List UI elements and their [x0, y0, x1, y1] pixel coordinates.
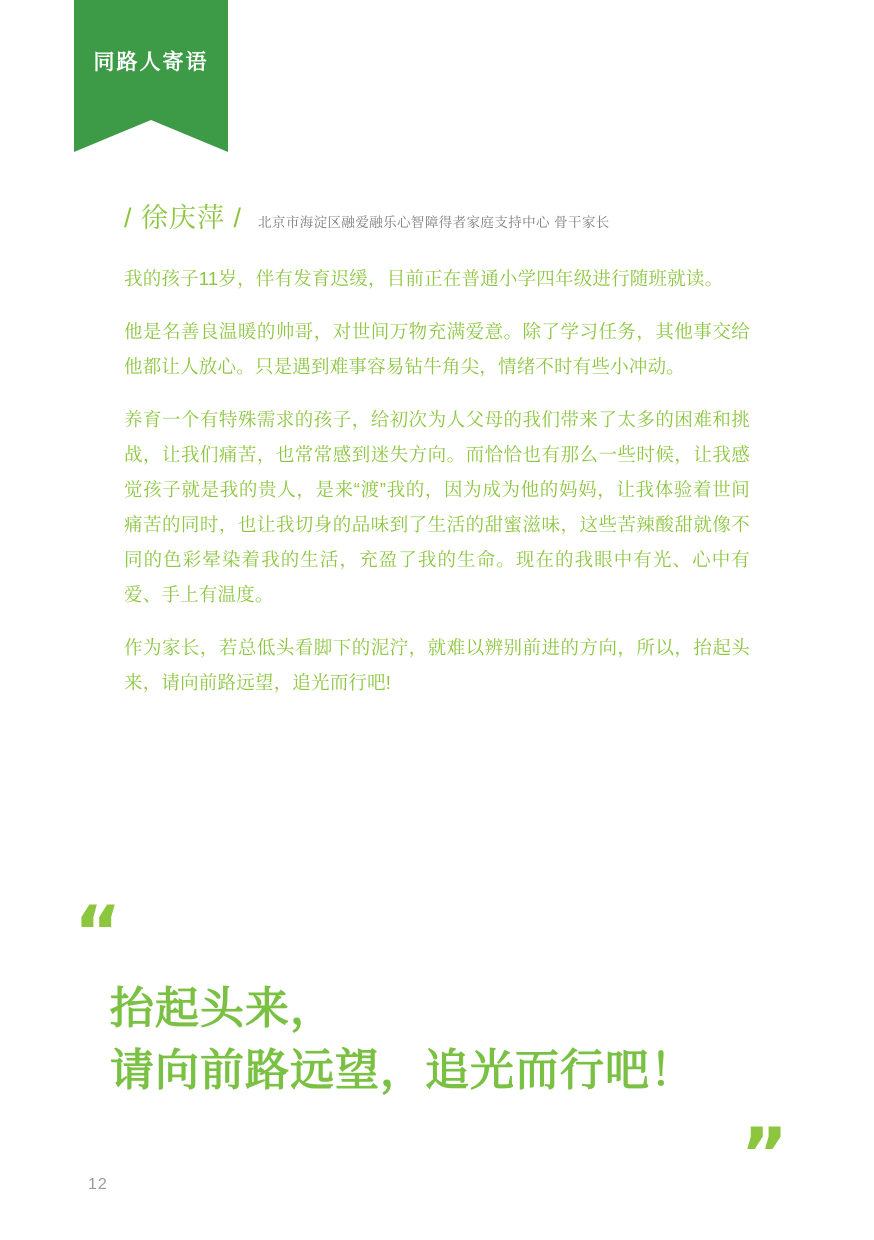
paragraph: 养育一个有特殊需求的孩子，给初次为人父母的我们带来了太多的困难和挑战，让我们痛苦，也常常感到迷失方向。而恰恰也有那么一些时候，让我感觉孩子就是我的贵人，是来“渡”我的，因为成为他的妈妈，让我体验着世间痛苦的同时，也让我切身的品味到了生活的甜蜜滋味，这些苦辣酸甜就像不同的色彩晕染着我的生活，充盈了我的生命。现在的我眼中有光、心中有爱、手上有温度。	[124, 409, 750, 605]
byline	[124, 196, 750, 235]
quote-lines	[110, 980, 800, 1100]
article-content	[124, 196, 750, 718]
page-number: 12	[88, 1176, 108, 1193]
quote-open-mark: “	[74, 890, 122, 974]
author-affiliation: 北京市海淀区融爱融乐心智障得者家庭支持中心 骨干家长	[258, 215, 610, 230]
paragraph: 他是名善良温暖的帅哥，对世间万物充满爱意。除了学习任务，其他事交给他都让人放心。只是遇到难事容易钻牛角尖，情绪不时有些小冲动。	[124, 321, 750, 377]
quote-close-mark: ”	[740, 1112, 788, 1196]
ribbon-label: 同路人寄语	[93, 51, 209, 74]
paragraph: 我的孩子11岁，伴有发育迟缓，目前正在普通小学四年级进行随班就读。	[124, 268, 724, 289]
section-ribbon	[74, 0, 228, 152]
paragraph: 作为家长，若总低头看脚下的泥泞，就难以辨别前进的方向，所以，抬起头来，请向前路远望，追光而行吧!	[124, 637, 750, 693]
quote-line-1: 抬起头来，	[110, 984, 335, 1033]
ribbon-notch	[74, 120, 228, 152]
quote-line-2: 请向前路远望，追光而行吧！	[110, 1046, 695, 1095]
author-name: / 徐庆萍 /	[124, 203, 243, 233]
